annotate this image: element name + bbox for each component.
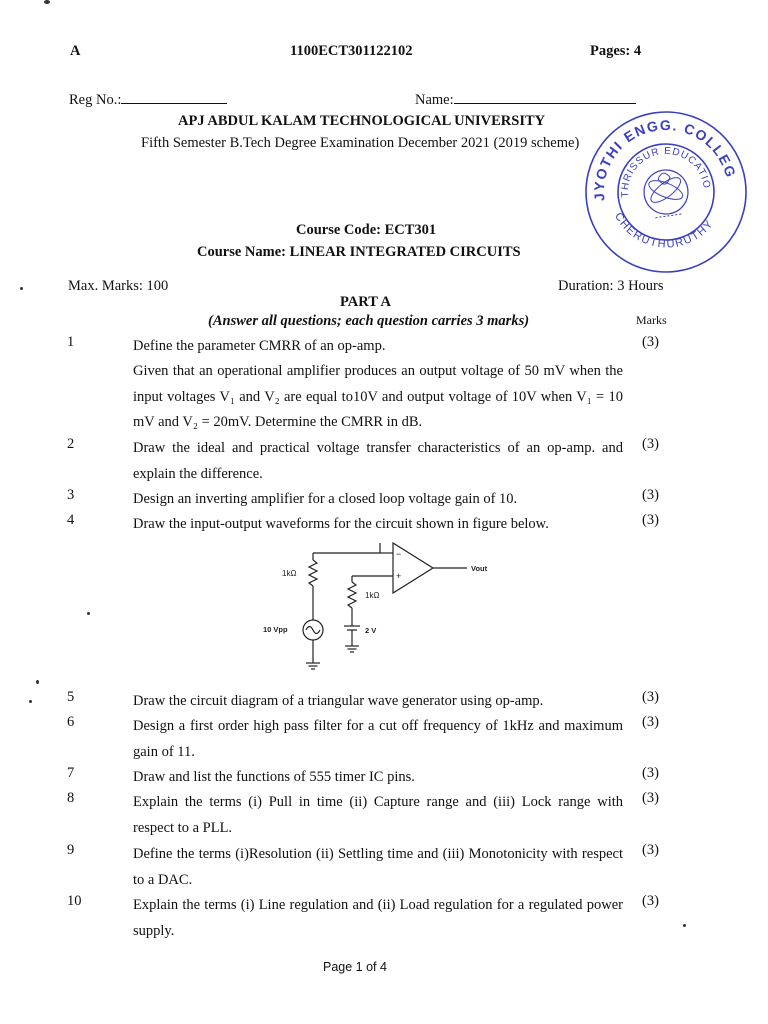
resistor-r1 bbox=[309, 560, 317, 586]
reg-no-label: Reg No.: bbox=[69, 92, 122, 108]
stamp-outer-text: JYOTHI ENGG. COLLEGE bbox=[590, 116, 740, 202]
source-label: 10 Vpp bbox=[263, 625, 288, 634]
question-text: Draw the ideal and practical voltage transfer characteristics of an op-amp. and explain the difference. bbox=[133, 440, 623, 482]
set-label: A bbox=[70, 43, 81, 59]
scan-speck bbox=[683, 924, 686, 927]
output-label: Vout bbox=[471, 564, 488, 573]
marks-column-label: Marks bbox=[636, 313, 667, 327]
question-text: Explain the terms (i) Pull in time (ii) Capture range and (iii) Lock range with respect to a PLL. bbox=[133, 794, 623, 836]
scan-speck bbox=[44, 0, 50, 4]
page-footer: Page 1 of 4 bbox=[323, 960, 387, 974]
question-text: Design an inverting amplifier for a closed loop voltage gain of 10. bbox=[133, 491, 518, 507]
resistor-r2 bbox=[348, 582, 356, 608]
max-marks: Max. Marks: 100 bbox=[68, 278, 169, 294]
question-text: Draw and list the functions of 555 timer IC pins. bbox=[133, 769, 415, 785]
question-text: Draw the input-output waveforms for the circuit shown in figure below. bbox=[133, 516, 549, 532]
question-text: Define the terms (i)Resolution (ii) Settling time and (iii) Monotonicity with respect to a DAC. bbox=[133, 846, 623, 888]
question-marks: (3) bbox=[642, 893, 659, 909]
question-number: 3 bbox=[67, 487, 75, 503]
exam-title: Fifth Semester B.Tech Degree Examination December 2021 (2019 scheme) bbox=[141, 135, 580, 151]
paper-code: 1100ECT301122102 bbox=[290, 43, 413, 59]
question-text: Draw the circuit diagram of a triangular wave generator using op-amp. bbox=[133, 693, 544, 709]
course-code: Course Code: ECT301 bbox=[296, 222, 437, 238]
question-text: Design a first order high pass filter for a cut off frequency of 1kHz and maximum gain of 11. bbox=[133, 718, 623, 760]
question-number: 8 bbox=[67, 790, 75, 806]
course-name: Course Name: LINEAR INTEGRATED CIRCUITS bbox=[197, 244, 521, 260]
question-marks: (3) bbox=[642, 487, 659, 503]
reg-no-field bbox=[69, 91, 227, 109]
battery-label: 2 V bbox=[365, 626, 377, 635]
plus-terminal: + bbox=[396, 571, 402, 581]
library-stamp bbox=[582, 108, 750, 276]
question-number: 2 bbox=[67, 436, 75, 452]
question-text: Explain the terms (i) Line regulation and (ii) Load regulation for a regulated power supply. bbox=[133, 897, 623, 939]
name-blank bbox=[454, 91, 636, 104]
stamp-inner-text: THRISSUR EDUCATIONAL bbox=[619, 145, 713, 198]
question-number: 9 bbox=[67, 842, 75, 858]
question-marks: (3) bbox=[642, 790, 659, 806]
question-number: 4 bbox=[67, 512, 75, 528]
name-field bbox=[415, 91, 636, 109]
question-number: 7 bbox=[67, 765, 75, 781]
question-marks: (3) bbox=[642, 842, 659, 858]
question-marks: (3) bbox=[642, 436, 659, 452]
r2-label: 1kΩ bbox=[365, 591, 380, 600]
part-instruction: (Answer all questions; each question carries 3 marks) bbox=[208, 313, 530, 329]
name-label: Name: bbox=[415, 92, 454, 108]
question-number: 10 bbox=[67, 893, 82, 909]
r1-label: 1kΩ bbox=[282, 569, 297, 578]
question-marks: (3) bbox=[642, 714, 659, 730]
question-text: Define the parameter CMRR of an op-amp. bbox=[133, 338, 386, 354]
page-count: Pages: 4 bbox=[590, 43, 642, 59]
stamp-bottom-text: CHERUTHURUTHY bbox=[611, 210, 717, 251]
scan-speck bbox=[87, 612, 90, 615]
question-text: Given that an operational amplifier produces an output voltage of 50 mV when the input voltages V₁ and V₂ are equal to10V and output voltage of 10V when V₁ = 10 mV and V₂ = 20mV. Determine the CMRR in dB. bbox=[133, 363, 623, 430]
svg-text:CHERUTHURUTHY bbox=[611, 198, 719, 258]
scan-speck bbox=[36, 680, 39, 684]
minus-terminal: − bbox=[396, 549, 402, 559]
scan-speck bbox=[20, 287, 23, 290]
part-title: PART A bbox=[340, 294, 391, 310]
question-marks: (3) bbox=[642, 689, 659, 705]
duration: Duration: 3 Hours bbox=[558, 278, 664, 294]
question-marks: (3) bbox=[642, 512, 659, 528]
question-number: 1 bbox=[67, 334, 75, 350]
question-number: 6 bbox=[67, 714, 75, 730]
university-name: APJ ABDUL KALAM TECHNOLOGICAL UNIVERSITY bbox=[178, 113, 546, 129]
scan-speck bbox=[29, 700, 32, 703]
reg-no-blank bbox=[121, 91, 227, 104]
circuit-diagram bbox=[255, 538, 510, 683]
question-number: 5 bbox=[67, 689, 75, 705]
question-marks: (3) bbox=[642, 334, 659, 350]
question-marks: (3) bbox=[642, 765, 659, 781]
